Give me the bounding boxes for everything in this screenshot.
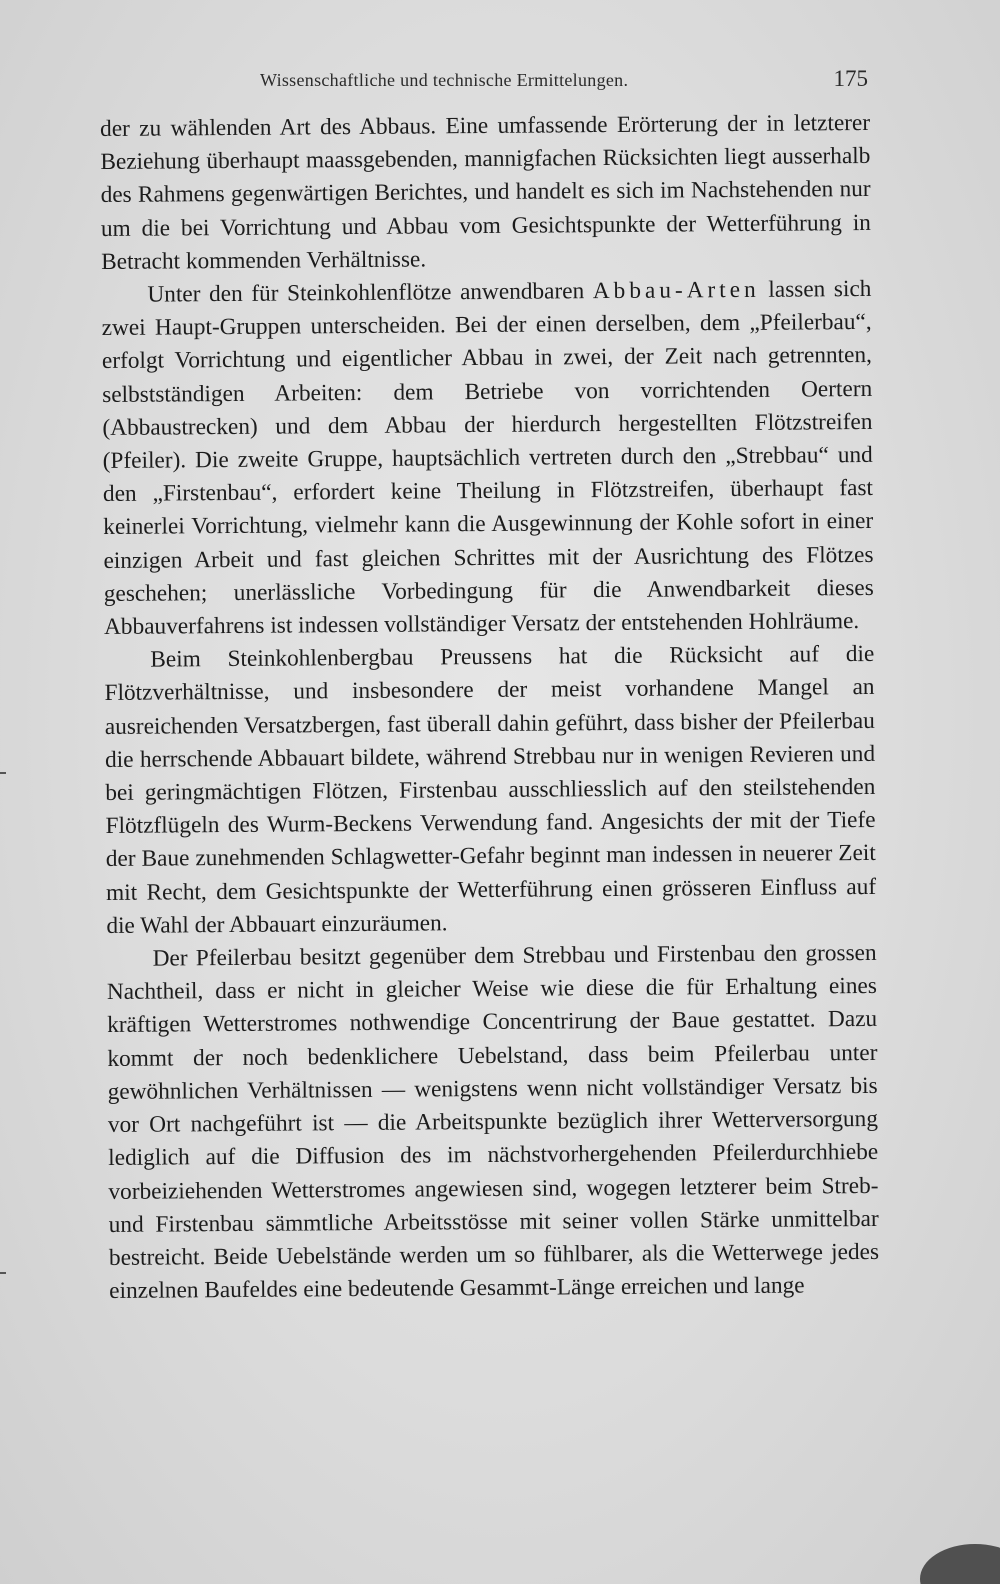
paragraph-3-text: Beim Steinkohlenbergbau Preussens hat die Rücksicht auf die Flötzverhältnisse, und insbesondere der meist vorhandene Mangel an ausreichenden Versatzbergen, fast überall dahin geführt, dass bisher der Pfeilerbau die herrschende Abbauart bildete, während Strebbau nur in wenigen Revieren und bei geringmächtigen Flötzen, Firstenbau ausschliesslich auf den steilstehenden Flötzflügeln des Wurm-Beckens Verwendung fand. Angesichts der mit der Tiefe der Baue zunehmenden Schlagwetter-Gefahr beginnt man indessen in neuerer Zeit mit Recht, dem Gesichtspunkte der Wetterführung einen grösseren Einfluss auf die Wahl der Abbauart einzuräumen. xyxy=(104,641,877,939)
paragraph-2-text-after: lassen sich zwei Haupt-Gruppen unterscheiden. Bei der einen derselben, dem „Pfeilerbau“, erfolgt Vorrichtung und eigentlicher Abbau in zwei, der Zeit nach getrennten, selbstständigen Arbeiten: dem Betriebe von vorrichtenden Oertern (Abbaustrecken) und dem Abbau der hierdurch hergestellten Flötzstreifen (Pfeiler). Die zweite Gruppe, hauptsächlich vertreten durch den „Strebbau“ und den „Firstenbau“, erfordert keine Theilung in Flötzstreifen, überhaupt fast keinerlei Vorrichtung, vielmehr kann die Ausgewinnung der Kohle sofort in einer einzigen Arbeit und fast gleichen Schrittes mit der Ausrichtung des Flötzes geschehen; unerlässliche Vorbedingung für die Anwendbarkeit dieses Abbauverfahrens ist indessen vollständiger Versatz der entstehenden Hohlräume. xyxy=(101,275,874,641)
paragraph-4 xyxy=(107,937,880,1308)
page-number: 175 xyxy=(833,66,868,91)
corner-shadow xyxy=(920,1544,1000,1584)
paragraph-1 xyxy=(100,107,871,279)
paragraph-2-spaced-term: Abbau-Arten xyxy=(592,276,760,305)
paragraph-2 xyxy=(101,273,874,644)
edge-mark xyxy=(0,772,6,774)
page-header xyxy=(100,66,868,96)
edge-mark xyxy=(0,1272,6,1274)
paragraph-4-text: Der Pfeilerbau besitzt gegenüber dem Strebbau und Firstenbau den grossen Nachtheil, dass er nicht in gleicher Weise wie diese die für Erhaltung eines kräftigen Wetterstromes nothwendige Concentrirung der Baue gestattet. Dazu kommt der noch bedenklichere Uebelstand, dass beim Pfeilerbau unter gewöhnlichen Verhältnissen — wenigstens wenn nicht vollständiger Versatz bis vor Ort nachgeführt ist — die Arbeitspunkte bezüglich ihrer Wetterversorgung lediglich auf die Diffusion des im nächstvorhergehenden Pfeilerdurchhiebe vorbeiziehenden Wetterstromes angewiesen sind, wogegen letzterer beim Streb- und Firstenbau sämmtliche Arbeitsstösse mit seiner vollen Stärke unmittelbar bestreicht. Beide Uebelstände werden um so fühlbarer, als die Wetterwege jedes einzelnen Baufeldes eine bedeutende Gesammt-Länge erreichen und lange xyxy=(106,940,880,1305)
paragraph-1-text: der zu wählenden Art des Abbaus. Eine umfassende Erörterung der in letzterer Beziehung überhaupt maassgebenden, mannigfachen Rücksichten liegt ausserhalb des Rahmens gegenwärtigen Berichtes, und handelt es sich im Nachstehenden nur um die bei Vorrichtung und Abbau vom Gesichtspunkte der Wetterführung in Betracht kommenden Verhältnisse. xyxy=(100,109,871,275)
running-head: Wissenschaftliche und technische Ermittelungen. xyxy=(260,70,629,90)
body-text xyxy=(100,107,879,1308)
paragraph-2-text-before: Unter den für Steinkohlenflötze anwendbaren xyxy=(147,278,593,308)
paragraph-3 xyxy=(104,638,876,943)
